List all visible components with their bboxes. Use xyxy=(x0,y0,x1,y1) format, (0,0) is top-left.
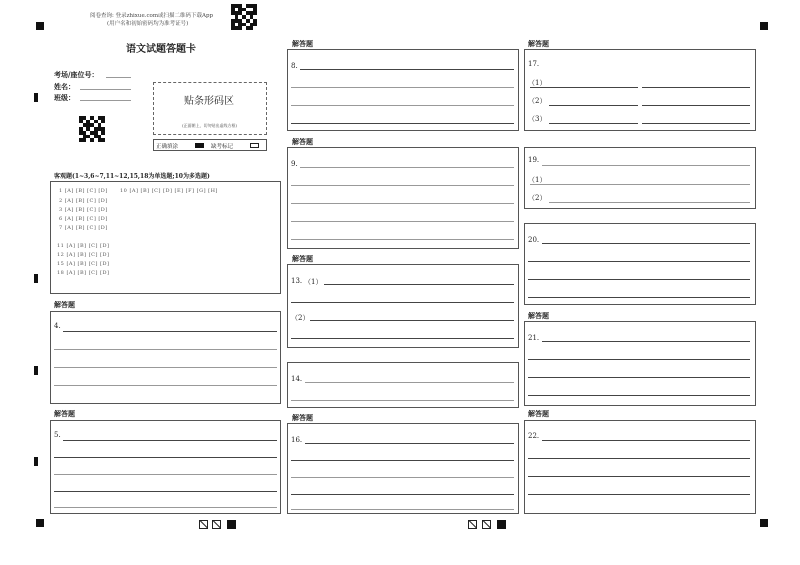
app-qr-code xyxy=(231,4,257,30)
answer-box-q20[interactable] xyxy=(524,223,756,305)
q19-part-1-label: （1） xyxy=(528,176,547,184)
corner-mark-bottom-left xyxy=(36,519,44,527)
answer-line[interactable] xyxy=(63,331,277,332)
q17-part-3-label: （3） xyxy=(528,115,547,123)
section-label: 解答题 xyxy=(54,409,75,418)
answer-line[interactable] xyxy=(642,87,750,88)
section-label: 解答题 xyxy=(528,311,549,320)
mc-row-q15[interactable]: 15 [A] [B] [C] [D] xyxy=(57,261,110,267)
question-number-4: 4. xyxy=(54,322,61,330)
answer-line[interactable] xyxy=(291,123,514,124)
answer-line[interactable] xyxy=(528,476,750,477)
timing-mark xyxy=(34,274,38,283)
answer-line[interactable] xyxy=(542,341,750,342)
answer-line[interactable] xyxy=(291,460,514,461)
answer-line[interactable] xyxy=(530,184,750,185)
timing-mark xyxy=(34,93,38,102)
mc-row-q3[interactable]: 3 [A] [B] [C] [D] xyxy=(59,207,108,213)
answer-line[interactable] xyxy=(291,509,514,510)
section-label: 解答题 xyxy=(292,254,313,263)
answer-line[interactable] xyxy=(528,279,750,280)
answer-line[interactable] xyxy=(528,377,750,378)
question-number-5: 5. xyxy=(54,431,61,439)
page-mark-box xyxy=(482,520,491,529)
timing-mark xyxy=(34,366,38,375)
answer-box-q4[interactable] xyxy=(50,311,281,404)
answer-line[interactable] xyxy=(291,203,514,204)
question-number-13: 13. xyxy=(291,277,303,285)
absent-label: 缺考标记 xyxy=(211,144,234,150)
corner-mark-bottom-right xyxy=(760,519,768,527)
answer-line[interactable] xyxy=(291,477,514,478)
question-number-21: 21. xyxy=(528,334,540,342)
answer-line[interactable] xyxy=(642,123,750,124)
mc-row-q6[interactable]: 6 [A] [B] [C] [D] xyxy=(59,216,108,222)
question-number-14: 14. xyxy=(291,375,303,383)
answer-line[interactable] xyxy=(324,284,514,285)
question-number-22: 22. xyxy=(528,432,540,440)
timing-mark xyxy=(34,457,38,466)
answer-line[interactable] xyxy=(291,239,514,240)
page-mark-filled xyxy=(227,520,236,529)
name-field[interactable] xyxy=(80,89,131,90)
answer-line[interactable] xyxy=(291,302,514,303)
notice-line-1: 阅卷查询: 登录zhixue.com或扫描二维码下载App xyxy=(90,13,214,19)
answer-line[interactable] xyxy=(54,507,277,508)
q17-part-2-label: （2） xyxy=(528,97,547,105)
answer-line[interactable] xyxy=(528,261,750,262)
section-label: 解答题 xyxy=(528,39,549,48)
q13-part-2-label: （2） xyxy=(291,314,310,322)
question-number-8: 8. xyxy=(291,62,298,70)
section-label: 解答题 xyxy=(292,39,313,48)
answer-line[interactable] xyxy=(54,385,277,386)
mc-row-q7[interactable]: 7 [A] [B] [C] [D] xyxy=(59,225,108,231)
page-mark-box xyxy=(199,520,208,529)
seat-label: 考场/座位号： xyxy=(54,70,99,79)
section-label: 解答题 xyxy=(292,137,313,146)
barcode-label: 贴条形码区 xyxy=(184,96,234,107)
answer-line[interactable] xyxy=(291,105,514,106)
section-label: 解答题 xyxy=(292,413,313,422)
section-label: 解答题 xyxy=(528,409,549,418)
page-mark-box xyxy=(468,520,477,529)
answer-line[interactable] xyxy=(305,443,514,444)
notice-line-2: (用户名和初始密码均为准考证号) xyxy=(107,21,189,27)
barcode-note: (正面朝上，切勿贴出虚线方框) xyxy=(182,123,238,128)
question-number-17: 17. xyxy=(528,60,540,68)
answer-box-q8[interactable] xyxy=(287,49,519,131)
legend-box xyxy=(153,139,267,151)
answer-line[interactable] xyxy=(54,367,277,368)
answer-line[interactable] xyxy=(54,457,277,458)
answer-line[interactable] xyxy=(530,87,638,88)
answer-line[interactable] xyxy=(291,185,514,186)
question-number-20: 20. xyxy=(528,236,540,244)
q19-part-2-label: （2） xyxy=(528,194,547,202)
answer-line[interactable] xyxy=(300,167,514,168)
answer-line[interactable] xyxy=(528,458,750,459)
question-number-9: 9. xyxy=(291,160,298,168)
q13-part-1-label: （1） xyxy=(304,278,323,286)
student-qr-code xyxy=(79,116,105,142)
class-field[interactable] xyxy=(80,100,131,101)
answer-line[interactable] xyxy=(528,395,750,396)
mc-row-q10[interactable]: 10 [A] [B] [C] [D] [E] [F] [G] [H] xyxy=(120,188,218,194)
mc-row-q2[interactable]: 2 [A] [B] [C] [D] xyxy=(59,198,108,204)
mc-row-q11[interactable]: 11 [A] [B] [C] [D] xyxy=(57,243,110,249)
answer-line[interactable] xyxy=(54,349,277,350)
answer-box-q19[interactable] xyxy=(524,147,756,209)
answer-box-q17[interactable] xyxy=(524,49,756,131)
question-number-19: 19. xyxy=(528,156,540,164)
answer-box-q9[interactable] xyxy=(287,147,519,249)
mc-row-q1[interactable]: 1 [A] [B] [C] [D] xyxy=(59,188,108,194)
class-label: 班级： xyxy=(54,93,75,102)
question-number-16: 16. xyxy=(291,436,303,444)
corner-mark-top-right xyxy=(760,22,768,30)
answer-line[interactable] xyxy=(542,165,750,166)
answer-line[interactable] xyxy=(542,440,750,441)
answer-line[interactable] xyxy=(291,338,514,339)
mc-row-q12[interactable]: 12 [A] [B] [C] [D] xyxy=(57,252,110,258)
answer-line[interactable] xyxy=(291,87,514,88)
answer-line[interactable] xyxy=(549,105,638,106)
section-label: 解答题 xyxy=(54,300,75,309)
answer-line[interactable] xyxy=(54,491,277,492)
answer-box-q21[interactable] xyxy=(524,321,756,406)
answer-line[interactable] xyxy=(300,69,514,70)
q17-part-1-label: （1） xyxy=(528,79,547,87)
objective-title: 客观题(1~3,6~7,11~12,15,18为单选题;10为多选题) xyxy=(54,173,210,180)
answer-line[interactable] xyxy=(549,202,750,203)
answer-line[interactable] xyxy=(642,105,750,106)
absent-checkbox[interactable] xyxy=(250,143,259,148)
answer-box-q5[interactable] xyxy=(50,420,281,514)
seat-field[interactable] xyxy=(106,77,131,78)
name-label: 姓名： xyxy=(54,82,75,91)
page-mark-filled xyxy=(497,520,506,529)
answer-line[interactable] xyxy=(549,123,638,124)
answer-line[interactable] xyxy=(63,440,277,441)
answer-box-q16[interactable] xyxy=(287,423,519,514)
page-title: 语文试题答题卡 xyxy=(126,44,196,55)
corner-mark-top-left xyxy=(36,22,44,30)
mc-row-q18[interactable]: 18 [A] [B] [C] [D] xyxy=(57,270,110,276)
answer-line[interactable] xyxy=(528,297,750,298)
answer-line[interactable] xyxy=(291,221,514,222)
page-mark-box xyxy=(212,520,221,529)
barcode-area xyxy=(153,82,267,135)
answer-line[interactable] xyxy=(291,494,514,495)
answer-box-q14[interactable] xyxy=(287,362,519,408)
answer-box-q22[interactable] xyxy=(524,420,756,514)
correct-fill-sample xyxy=(195,143,204,148)
answer-line[interactable] xyxy=(528,494,750,495)
answer-line[interactable] xyxy=(542,243,750,244)
answer-box-q13[interactable] xyxy=(287,264,519,348)
answer-line[interactable] xyxy=(310,320,514,321)
answer-line[interactable] xyxy=(305,382,514,383)
correct-label: 正确填涂 xyxy=(156,144,179,150)
answer-line[interactable] xyxy=(291,400,514,401)
answer-line[interactable] xyxy=(54,474,277,475)
answer-line[interactable] xyxy=(528,359,750,360)
